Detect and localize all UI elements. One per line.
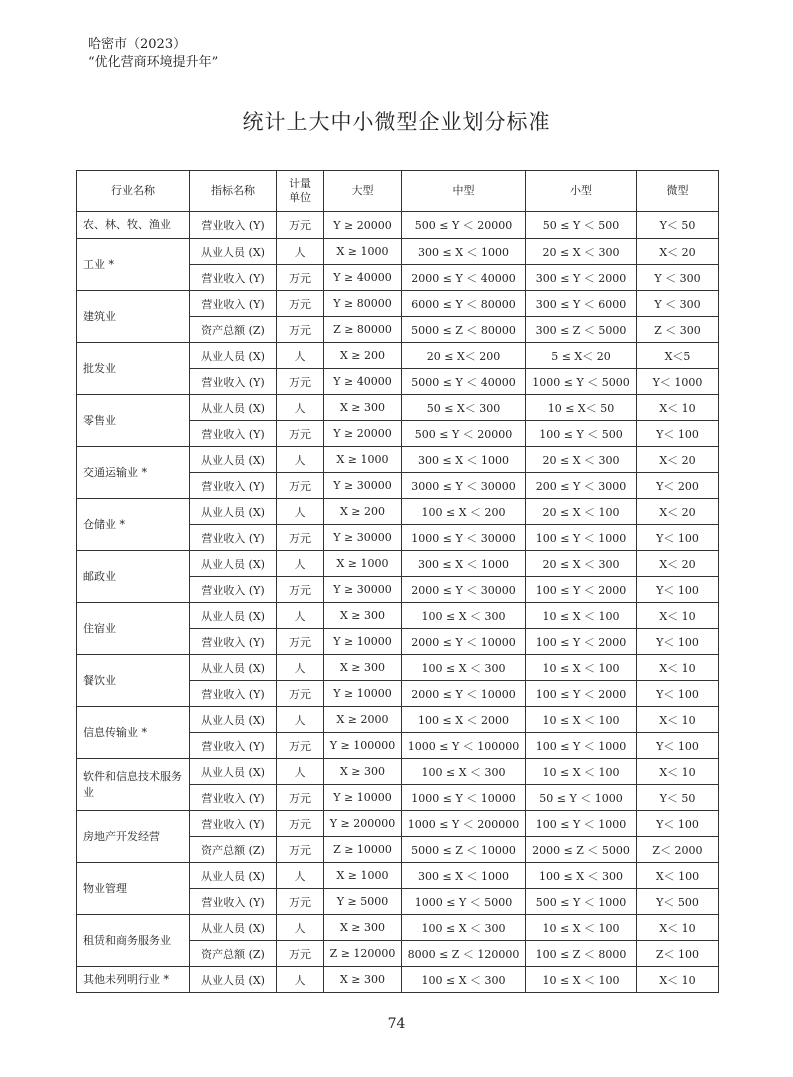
large-threshold: X ≥ 300 [324, 655, 402, 681]
small-threshold: 100 ≤ Y ＜ 1000 [526, 733, 637, 759]
medium-threshold: 8000 ≤ Z ＜ 120000 [402, 941, 526, 967]
indicator-name: 资产总额 (Z) [190, 837, 277, 863]
table-row [77, 967, 719, 993]
unit: 万元 [277, 473, 324, 499]
table-row [77, 863, 719, 889]
industry-name: 工业 * [77, 239, 190, 291]
small-threshold: 10 ≤ X ＜ 100 [526, 707, 637, 733]
medium-threshold: 300 ≤ X ＜ 1000 [402, 551, 526, 577]
large-threshold: X ≥ 1000 [324, 239, 402, 265]
indicator-name: 从业人员 (X) [190, 551, 277, 577]
small-threshold: 10 ≤ X ＜ 100 [526, 967, 637, 993]
unit: 人 [277, 551, 324, 577]
indicator-name: 营业收入 (Y) [190, 577, 277, 603]
indicator-name: 营业收入 (Y) [190, 265, 277, 291]
micro-threshold: Z＜ 100 [637, 941, 719, 967]
industry-name: 物业管理 [77, 863, 190, 915]
table-row [77, 915, 719, 941]
table-row [77, 212, 719, 239]
large-threshold: Y ≥ 40000 [324, 265, 402, 291]
large-threshold: Y ≥ 30000 [324, 577, 402, 603]
small-threshold: 20 ≤ X ＜ 300 [526, 239, 637, 265]
indicator-name: 资产总额 (Z) [190, 941, 277, 967]
micro-threshold: Y＜ 100 [637, 733, 719, 759]
large-threshold: X ≥ 1000 [324, 551, 402, 577]
micro-threshold: Y＜ 100 [637, 577, 719, 603]
indicator-name: 从业人员 (X) [190, 863, 277, 889]
micro-threshold: X＜ 100 [637, 863, 719, 889]
indicator-name: 营业收入 (Y) [190, 811, 277, 837]
unit: 人 [277, 499, 324, 525]
header-small: 小型 [526, 171, 637, 212]
page-number: 74 [387, 1016, 406, 1032]
medium-threshold: 2000 ≤ Y ＜ 10000 [402, 681, 526, 707]
micro-threshold: Z ＜ 300 [637, 317, 719, 343]
micro-threshold: X＜ 10 [637, 395, 719, 421]
medium-threshold: 1000 ≤ Y ＜ 10000 [402, 785, 526, 811]
unit: 万元 [277, 889, 324, 915]
indicator-name: 从业人员 (X) [190, 239, 277, 265]
unit: 万元 [277, 317, 324, 343]
unit: 人 [277, 759, 324, 785]
large-threshold: Y ≥ 10000 [324, 785, 402, 811]
micro-threshold: X＜ 20 [637, 447, 719, 473]
small-threshold: 300 ≤ Z ＜ 5000 [526, 317, 637, 343]
micro-threshold: Y＜ 50 [637, 212, 719, 239]
small-threshold: 100 ≤ Y ＜ 2000 [526, 681, 637, 707]
indicator-name: 营业收入 (Y) [190, 421, 277, 447]
unit: 万元 [277, 785, 324, 811]
micro-threshold: Y＜ 100 [637, 525, 719, 551]
indicator-name: 从业人员 (X) [190, 603, 277, 629]
medium-threshold: 2000 ≤ Y ＜ 40000 [402, 265, 526, 291]
large-threshold: X ≥ 1000 [324, 447, 402, 473]
medium-threshold: 1000 ≤ Y ＜ 5000 [402, 889, 526, 915]
micro-threshold: X＜ 10 [637, 759, 719, 785]
table-row [77, 811, 719, 837]
micro-threshold: X＜ 20 [637, 551, 719, 577]
large-threshold: X ≥ 300 [324, 915, 402, 941]
indicator-name: 营业收入 (Y) [190, 681, 277, 707]
large-threshold: X ≥ 1000 [324, 863, 402, 889]
indicator-name: 从业人员 (X) [190, 343, 277, 369]
indicator-name: 营业收入 (Y) [190, 369, 277, 395]
small-threshold: 20 ≤ X ＜ 100 [526, 499, 637, 525]
industry-name: 交通运输业 * [77, 447, 190, 499]
unit: 万元 [277, 291, 324, 317]
medium-threshold: 5000 ≤ Z ＜ 80000 [402, 317, 526, 343]
industry-name: 仓储业 * [77, 499, 190, 551]
table-body [77, 212, 719, 993]
table-row [77, 395, 719, 421]
industry-name: 邮政业 [77, 551, 190, 603]
small-threshold: 100 ≤ Y ＜ 2000 [526, 577, 637, 603]
large-threshold: Y ≥ 80000 [324, 291, 402, 317]
unit: 万元 [277, 421, 324, 447]
small-threshold: 10 ≤ X ＜ 100 [526, 915, 637, 941]
unit: 人 [277, 603, 324, 629]
medium-threshold: 100 ≤ X ＜ 300 [402, 603, 526, 629]
industry-name: 餐饮业 [77, 655, 190, 707]
indicator-name: 从业人员 (X) [190, 759, 277, 785]
micro-threshold: Y＜ 200 [637, 473, 719, 499]
unit: 人 [277, 863, 324, 889]
large-threshold: Y ≥ 40000 [324, 369, 402, 395]
header-micro: 微型 [637, 171, 719, 212]
indicator-name: 从业人员 (X) [190, 967, 277, 993]
small-threshold: 300 ≤ Y ＜ 2000 [526, 265, 637, 291]
unit: 万元 [277, 577, 324, 603]
medium-threshold: 1000 ≤ Y ＜ 200000 [402, 811, 526, 837]
medium-threshold: 300 ≤ X ＜ 1000 [402, 239, 526, 265]
medium-threshold: 6000 ≤ Y ＜ 80000 [402, 291, 526, 317]
micro-threshold: Y＜ 50 [637, 785, 719, 811]
micro-threshold: Y＜ 500 [637, 889, 719, 915]
unit: 人 [277, 967, 324, 993]
medium-threshold: 1000 ≤ Y ＜ 30000 [402, 525, 526, 551]
medium-threshold: 3000 ≤ Y ＜ 30000 [402, 473, 526, 499]
header-line-1: 哈密市（2023） [88, 37, 187, 52]
table-row [77, 759, 719, 785]
header-line-2: “优化营商环境提升年” [88, 55, 219, 70]
unit: 万元 [277, 212, 324, 239]
medium-threshold: 500 ≤ Y ＜ 20000 [402, 421, 526, 447]
micro-threshold: Y＜ 100 [637, 629, 719, 655]
large-threshold: X ≥ 300 [324, 603, 402, 629]
table-row [77, 603, 719, 629]
micro-threshold: X＜5 [637, 343, 719, 369]
medium-threshold: 100 ≤ X ＜ 300 [402, 759, 526, 785]
micro-threshold: Y ＜ 300 [637, 291, 719, 317]
unit: 万元 [277, 941, 324, 967]
small-threshold: 100 ≤ X ＜ 300 [526, 863, 637, 889]
indicator-name: 从业人员 (X) [190, 915, 277, 941]
unit: 人 [277, 395, 324, 421]
large-threshold: X ≥ 300 [324, 395, 402, 421]
industry-name: 软件和信息技术服务业 [77, 759, 190, 811]
table-row [77, 655, 719, 681]
large-threshold: Y ≥ 200000 [324, 811, 402, 837]
table-header-row [77, 171, 719, 212]
unit: 万元 [277, 681, 324, 707]
medium-threshold: 2000 ≤ Y ＜ 30000 [402, 577, 526, 603]
table-row [77, 707, 719, 733]
medium-threshold: 300 ≤ X ＜ 1000 [402, 863, 526, 889]
large-threshold: Y ≥ 100000 [324, 733, 402, 759]
industry-name: 其他未列明行业 * [77, 967, 190, 993]
small-threshold: 50 ≤ Y ＜ 1000 [526, 785, 637, 811]
micro-threshold: X＜ 20 [637, 499, 719, 525]
micro-threshold: Y ＜ 300 [637, 265, 719, 291]
large-threshold: X ≥ 2000 [324, 707, 402, 733]
industry-name: 零售业 [77, 395, 190, 447]
small-threshold: 5 ≤ X＜ 20 [526, 343, 637, 369]
industry-name: 批发业 [77, 343, 190, 395]
indicator-name: 从业人员 (X) [190, 499, 277, 525]
micro-threshold: X＜ 20 [637, 239, 719, 265]
header-industry: 行业名称 [77, 171, 190, 212]
unit: 万元 [277, 265, 324, 291]
small-threshold: 100 ≤ Y ＜ 2000 [526, 629, 637, 655]
unit: 万元 [277, 629, 324, 655]
header-unit-line-2: 单位 [289, 191, 311, 204]
header-unit [277, 171, 324, 212]
small-threshold: 100 ≤ Y ＜ 1000 [526, 525, 637, 551]
small-threshold: 10 ≤ X＜ 50 [526, 395, 637, 421]
small-threshold: 20 ≤ X ＜ 300 [526, 551, 637, 577]
indicator-name: 营业收入 (Y) [190, 212, 277, 239]
micro-threshold: X＜ 10 [637, 967, 719, 993]
large-threshold: Z ≥ 120000 [324, 941, 402, 967]
header-indicator: 指标名称 [190, 171, 277, 212]
table-row [77, 343, 719, 369]
small-threshold: 20 ≤ X ＜ 300 [526, 447, 637, 473]
medium-threshold: 20 ≤ X＜ 200 [402, 343, 526, 369]
large-threshold: Y ≥ 5000 [324, 889, 402, 915]
medium-threshold: 5000 ≤ Z ＜ 10000 [402, 837, 526, 863]
industry-name: 农、林、牧、渔业 [77, 212, 190, 239]
medium-threshold: 100 ≤ X ＜ 300 [402, 915, 526, 941]
large-threshold: Y ≥ 30000 [324, 473, 402, 499]
header-large: 大型 [324, 171, 402, 212]
large-threshold: Y ≥ 20000 [324, 421, 402, 447]
small-threshold: 200 ≤ Y ＜ 3000 [526, 473, 637, 499]
micro-threshold: Y＜ 100 [637, 811, 719, 837]
table-row [77, 239, 719, 265]
table-row [77, 551, 719, 577]
medium-threshold: 100 ≤ X ＜ 300 [402, 967, 526, 993]
small-threshold: 10 ≤ X ＜ 100 [526, 603, 637, 629]
indicator-name: 从业人员 (X) [190, 655, 277, 681]
industry-name: 住宿业 [77, 603, 190, 655]
micro-threshold: X＜ 10 [637, 655, 719, 681]
small-threshold: 50 ≤ Y ＜ 500 [526, 212, 637, 239]
enterprise-classification-table [76, 170, 719, 993]
table-row [77, 447, 719, 473]
unit: 人 [277, 915, 324, 941]
small-threshold: 100 ≤ Y ＜ 1000 [526, 811, 637, 837]
indicator-name: 营业收入 (Y) [190, 525, 277, 551]
indicator-name: 营业收入 (Y) [190, 629, 277, 655]
medium-threshold: 5000 ≤ Y ＜ 40000 [402, 369, 526, 395]
industry-name: 租赁和商务服务业 [77, 915, 190, 967]
micro-threshold: X＜ 10 [637, 915, 719, 941]
micro-threshold: Y＜ 100 [637, 421, 719, 447]
small-threshold: 500 ≤ Y ＜ 1000 [526, 889, 637, 915]
medium-threshold: 300 ≤ X ＜ 1000 [402, 447, 526, 473]
unit: 人 [277, 655, 324, 681]
header-medium: 中型 [402, 171, 526, 212]
unit: 人 [277, 447, 324, 473]
large-threshold: Y ≥ 30000 [324, 525, 402, 551]
unit: 万元 [277, 369, 324, 395]
industry-name: 信息传输业 * [77, 707, 190, 759]
unit: 人 [277, 239, 324, 265]
large-threshold: Z ≥ 80000 [324, 317, 402, 343]
unit: 人 [277, 343, 324, 369]
small-threshold: 100 ≤ Y ＜ 500 [526, 421, 637, 447]
unit: 万元 [277, 733, 324, 759]
small-threshold: 10 ≤ X ＜ 100 [526, 759, 637, 785]
unit: 万元 [277, 525, 324, 551]
medium-threshold: 100 ≤ X ＜ 300 [402, 655, 526, 681]
medium-threshold: 100 ≤ X ＜ 2000 [402, 707, 526, 733]
unit: 人 [277, 707, 324, 733]
table-row [77, 499, 719, 525]
industry-name: 建筑业 [77, 291, 190, 343]
micro-threshold: Y＜ 100 [637, 681, 719, 707]
indicator-name: 营业收入 (Y) [190, 785, 277, 811]
page-title: 统计上大中小微型企业划分标准 [242, 110, 551, 134]
large-threshold: X ≥ 200 [324, 499, 402, 525]
large-threshold: Y ≥ 10000 [324, 681, 402, 707]
indicator-name: 从业人员 (X) [190, 447, 277, 473]
indicator-name: 资产总额 (Z) [190, 317, 277, 343]
large-threshold: X ≥ 300 [324, 759, 402, 785]
industry-name: 房地产开发经营 [77, 811, 190, 863]
large-threshold: Z ≥ 10000 [324, 837, 402, 863]
micro-threshold: Z＜ 2000 [637, 837, 719, 863]
medium-threshold: 50 ≤ X＜ 300 [402, 395, 526, 421]
small-threshold: 100 ≤ Z ＜ 8000 [526, 941, 637, 967]
large-threshold: X ≥ 200 [324, 343, 402, 369]
indicator-name: 从业人员 (X) [190, 707, 277, 733]
small-threshold: 1000 ≤ Y ＜ 5000 [526, 369, 637, 395]
indicator-name: 营业收入 (Y) [190, 473, 277, 499]
large-threshold: Y ≥ 20000 [324, 212, 402, 239]
medium-threshold: 2000 ≤ Y ＜ 10000 [402, 629, 526, 655]
micro-threshold: X＜ 10 [637, 603, 719, 629]
micro-threshold: X＜ 10 [637, 707, 719, 733]
large-threshold: Y ≥ 10000 [324, 629, 402, 655]
medium-threshold: 500 ≤ Y ＜ 20000 [402, 212, 526, 239]
small-threshold: 300 ≤ Y ＜ 6000 [526, 291, 637, 317]
medium-threshold: 1000 ≤ Y ＜ 100000 [402, 733, 526, 759]
indicator-name: 从业人员 (X) [190, 395, 277, 421]
small-threshold: 10 ≤ X ＜ 100 [526, 655, 637, 681]
document-header [88, 36, 218, 72]
indicator-name: 营业收入 (Y) [190, 889, 277, 915]
table-row [77, 291, 719, 317]
indicator-name: 营业收入 (Y) [190, 291, 277, 317]
medium-threshold: 100 ≤ X ＜ 200 [402, 499, 526, 525]
unit: 万元 [277, 811, 324, 837]
small-threshold: 2000 ≤ Z ＜ 5000 [526, 837, 637, 863]
header-unit-line-1: 计量 [289, 177, 311, 190]
unit: 万元 [277, 837, 324, 863]
indicator-name: 营业收入 (Y) [190, 733, 277, 759]
micro-threshold: Y＜ 1000 [637, 369, 719, 395]
large-threshold: X ≥ 300 [324, 967, 402, 993]
